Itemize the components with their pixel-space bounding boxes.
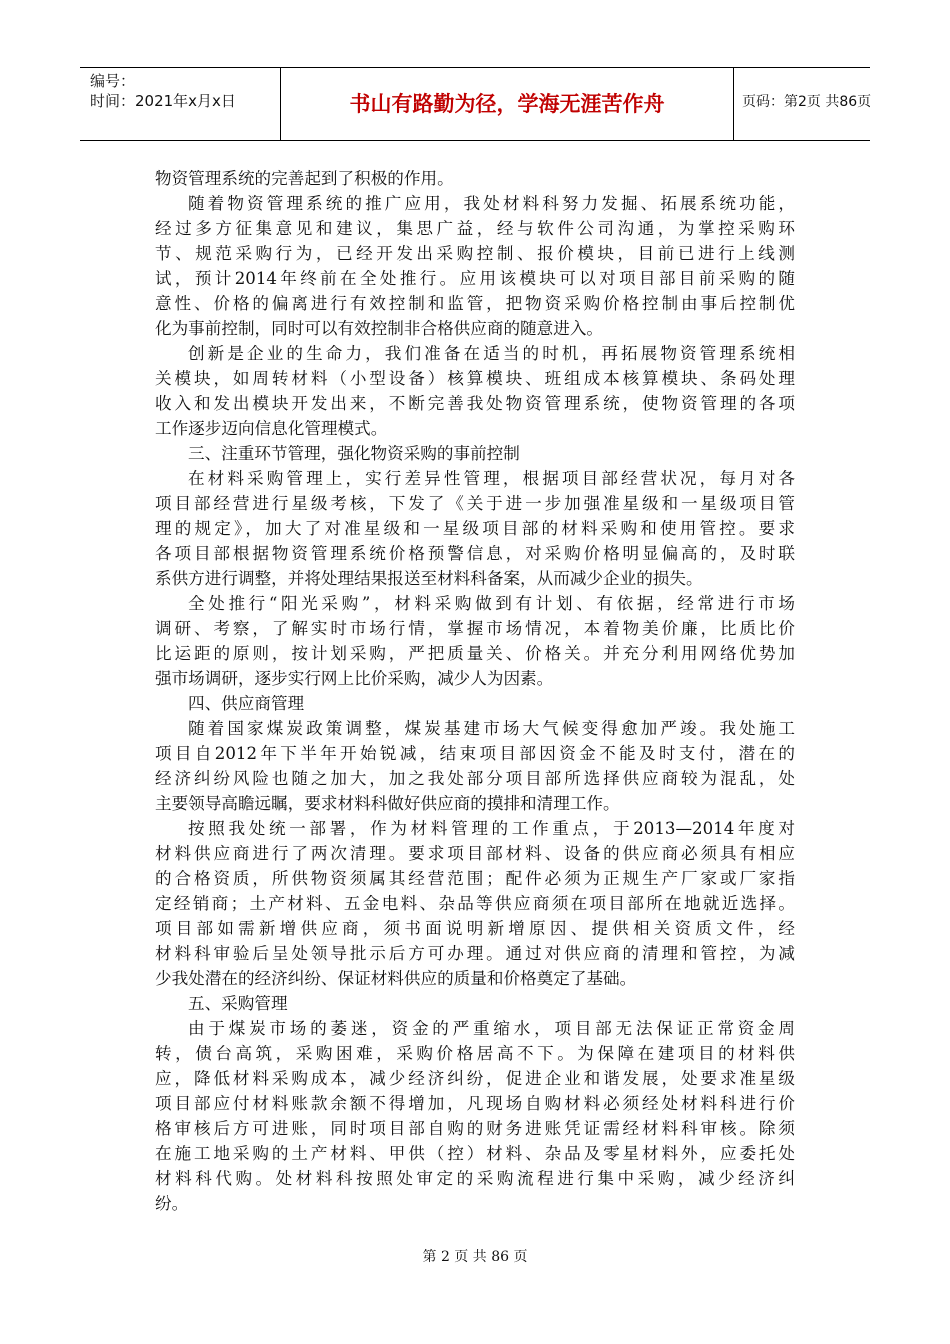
document-number-label: 编号： [90,72,136,90]
body-text-line: 项目部应付材料账款余额不得增加，凡现场自购材料必须经处材料科进行价 [155,1094,795,1113]
body-text-line: 由于煤炭市场的萎迷，资金的严重缩水，项目部无法保证正常资金周 [188,1019,795,1038]
body-text-line: 物资管理系统的完善起到了积极的作用。 [155,169,454,188]
body-text-line: 材料科审验后呈处领导批示后方可办理。通过对供应商的清理和管控，为减 [155,944,795,963]
body-text-line: 项目部如需新增供应商，须书面说明新增原因、提供相关资质文件，经 [155,919,795,938]
document-body [155,166,795,1216]
body-text-line: 三、注重环节管理，强化物资采购的事前控制 [188,444,520,463]
body-text-line: 转，债台高筑，采购困难，采购价格居高不下。为保障在建项目的材料供 [155,1044,795,1063]
header-slogan: 书山有路勤为径，学海无涯苦作舟 [349,92,665,116]
document-date: 时间：2021年x月x日 [90,92,236,110]
body-text-line: 项目部经营进行星级考核，下发了《关于进一步加强准星级和一星级项目管 [155,494,795,513]
body-text-line: 强市场调研，逐步实行网上比价采购，减少人为因素。 [155,669,554,688]
page-header [80,67,870,141]
body-text-line: 在施工地采购的土产材料、甲供（控）材料、杂品及零星材料外，应委托处 [155,1144,795,1163]
body-text-line: 经过多方征集意见和建议，集思广益，经与软件公司沟通，为掌控采购环 [155,219,795,238]
body-text-line: 创新是企业的生命力，我们准备在适当的时机，再拓展物资管理系统相 [188,344,795,363]
body-text-line: 工作逐步迈向信息化管理模式。 [155,419,388,438]
header-meta-cell [80,68,281,140]
body-text-line: 意性、价格的偏离进行有效控制和监管，把物资采购价格控制由事后控制优 [155,294,795,313]
body-text-line: 理的规定》，加大了对准星级和一星级项目部的材料采购和使用管控。要求 [155,519,795,538]
body-text-line: 经济纠纷风险也随之加大，加之我处部分项目部所选择供应商较为混乱，处 [155,769,795,788]
body-text-line: 格审核后方可进账，同时项目部自购的财务进账凭证需经材料科审核。除须 [155,1119,795,1138]
body-text-line: 项目自2012年下半年开始锐减，结束项目部因资金不能及时支付，潜在的 [155,744,795,763]
body-text-line: 节、规范采购行为，已经开发出采购控制、报价模块，目前已进行上线测 [155,244,795,263]
body-text-line: 收入和发出模块开发出来，不断完善我处物资管理系统，使物资管理的各项 [155,394,795,413]
body-text-line: 试，预计2014年终前在全处推行。应用该模块可以对项目部目前采购的随 [155,269,795,288]
page-footer: 第 2 页 共 86 页 [422,1249,528,1265]
body-text-line: 化为事前控制，同时可以有效控制非合格供应商的随意进入。 [155,319,604,338]
body-text-line: 应，降低材料采购成本，减少经济纠纷，促进企业和谐发展，处要求准星级 [155,1069,795,1088]
header-page-cell [734,68,870,140]
body-text-line: 主要领导高瞻远瞩，要求材料科做好供应商的摸排和清理工作。 [155,794,620,813]
body-text-line: 按照我处统一部署，作为材料管理的工作重点，于2013—2014年度对 [188,819,795,838]
body-text-line: 比运距的原则，按计划采购，严把质量关、价格关。并充分利用网络优势加 [155,644,795,663]
body-text-line: 随着国家煤炭政策调整，煤炭基建市场大气候变得愈加严竣。我处施工 [188,719,795,738]
body-text-line: 四、供应商管理 [188,694,305,713]
body-text-line: 各项目部根据物资管理系统价格预警信息，对采购价格明显偏高的，及时联 [155,544,795,563]
body-text-line: 五、采购管理 [188,994,288,1013]
header-page-info: 页码：第2页 共86页 [742,94,872,110]
body-text-line: 系供方进行调整，并将处理结果报送至材料科备案，从而减少企业的损失。 [155,569,703,588]
body-text-line: 定经销商；土产材料、五金电料、杂品等供应商须在项目部所在地就近选择。 [155,894,795,913]
body-text-line: 的合格资质，所供物资须属其经营范围；配件必须为正规生产厂家或厂家指 [155,869,795,888]
body-text-line: 在材料采购管理上，实行差异性管理，根据项目部经营状况，每月对各 [188,469,795,488]
body-text-line: 材料科代购。处材料科按照处审定的采购流程进行集中采购，减少经济纠 [155,1169,795,1188]
body-text-line: 全处推行“阳光采购”，材料采购做到有计划、有依据，经常进行市场 [188,594,795,613]
body-text-line: 少我处潜在的经济纠纷、保证材料供应的质量和价格奠定了基础。 [155,969,637,988]
body-text-line: 纷。 [155,1194,189,1213]
body-text-line: 随着物资管理系统的推广应用，我处材料科努力发掘、拓展系统功能， [188,194,795,213]
body-text-line: 关模块，如周转材料（小型设备）核算模块、班组成本核算模块、条码处理 [155,369,795,388]
body-text-line: 调研、考察，了解实时市场行情，掌握市场情况，本着物美价廉，比质比价 [155,619,795,638]
header-slogan-cell [281,68,734,140]
body-text-line: 材料供应商进行了两次清理。要求项目部材料、设备的供应商必须具有相应 [155,844,795,863]
